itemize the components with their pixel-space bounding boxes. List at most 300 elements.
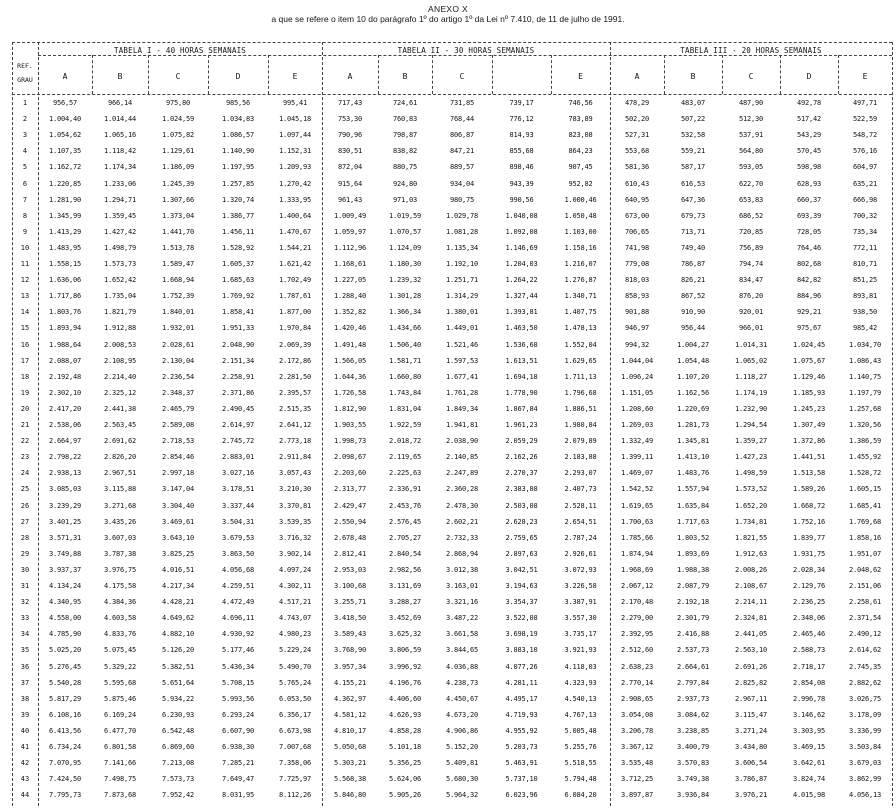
- table-cell: 3.589,43: [333, 630, 367, 639]
- table-cell: 5.624,06: [388, 775, 422, 784]
- column-header: B: [402, 72, 408, 81]
- table-cell: 946,97: [624, 324, 650, 333]
- table-cell: 2.465,79: [161, 404, 195, 413]
- table-cell: 1.112,96: [333, 243, 367, 252]
- table-cell: 1.787,61: [278, 292, 312, 301]
- table-cell: 2.225,63: [388, 469, 422, 478]
- table-cell: 971,03: [392, 195, 418, 204]
- table-cell: 532,58: [680, 131, 706, 140]
- table-cell: 3.012,38: [445, 565, 479, 574]
- table-cell: 1.463,50: [505, 324, 538, 333]
- table-cell: 4.323,93: [564, 678, 597, 687]
- table-cell: 4.384,36: [103, 598, 137, 607]
- row-grade-number: 17: [20, 356, 30, 365]
- table-cell: 1.158,16: [564, 243, 597, 252]
- table-cell: 2.214,40: [103, 372, 137, 381]
- table-cell: 3.100,68: [333, 582, 367, 590]
- table-cell: 3.957,34: [333, 662, 367, 671]
- table-cell: 5.708,15: [221, 678, 255, 687]
- table-cell: 2.478,30: [445, 501, 479, 510]
- row-grade-number: 35: [20, 646, 30, 655]
- table-cell: 889,57: [449, 163, 475, 172]
- table-cell: 867,52: [680, 292, 706, 301]
- table-cell: 3.238,85: [676, 726, 710, 735]
- table-cell: 576,16: [852, 147, 878, 156]
- table-cell: 2.348,37: [161, 388, 195, 397]
- table-cell: 8.112,26: [278, 791, 312, 800]
- table-cell: 1.528,72: [848, 469, 882, 478]
- table-cell: 2.098,67: [333, 453, 367, 462]
- row-grade-number: 30: [20, 565, 30, 574]
- table-cell: 772,11: [852, 243, 878, 252]
- table-cell: 1.307,66: [161, 195, 195, 204]
- table-cell: 2.550,94: [333, 517, 367, 526]
- table-cell: 1.294,54: [734, 421, 768, 429]
- table-cell: 3.054,08: [620, 710, 654, 719]
- table-cell: 2.490,12: [848, 630, 882, 639]
- row-grade-number: 16: [20, 340, 30, 349]
- table-cell: 2.360,28: [445, 485, 479, 494]
- table-cell: 746,56: [568, 99, 593, 107]
- table-cell: 1.251,71: [445, 276, 479, 285]
- table-cell: 517,42: [796, 115, 822, 124]
- row-grade-number: 18: [20, 372, 30, 381]
- table-cell: 3.557,30: [564, 614, 597, 623]
- row-grade-number: 6: [22, 179, 28, 188]
- row-grade-number: 8: [22, 211, 28, 220]
- table-cell: 5.964,32: [445, 791, 479, 800]
- table-cell: 1.968,69: [620, 565, 654, 574]
- table-cell: 483,07: [680, 99, 706, 107]
- table-cell: 1.769,92: [221, 292, 255, 301]
- table-cell: 7.498,75: [103, 775, 137, 784]
- table-cell: 5.993,56: [221, 694, 255, 703]
- table-cell: 4.626,93: [388, 710, 422, 719]
- table-cell: 3.115,47: [734, 710, 768, 719]
- table-cell: 1.812,90: [333, 404, 367, 413]
- table-cell: 2.614,97: [221, 421, 255, 429]
- table-cell: 1.912,63: [734, 549, 768, 558]
- table-cell: 1.821,79: [103, 308, 137, 317]
- table-cell: 4.217,34: [161, 582, 195, 590]
- table-cell: 3.716,32: [278, 533, 312, 542]
- table-cell: 2.718,17: [792, 662, 826, 671]
- table-cell: 2.059,29: [505, 437, 538, 446]
- table-cell: 3.503,84: [848, 743, 882, 751]
- table-cell: 3.539,35: [278, 517, 312, 526]
- table-cell: 1.821,55: [734, 533, 768, 542]
- table-cell: 1.034,83: [221, 115, 255, 124]
- table-cell: 1.427,23: [734, 453, 768, 462]
- table-cell: 2.270,37: [505, 469, 538, 478]
- table-cell: 2.048,90: [221, 340, 255, 349]
- table-cell: 5.595,68: [103, 678, 137, 687]
- table-cell: 2.745,72: [221, 437, 255, 446]
- table-cell: 3.057,43: [278, 469, 312, 478]
- table-cell: 660,37: [796, 195, 822, 204]
- table-cell: 1.988,38: [676, 565, 710, 574]
- table-cell: 2.247,89: [445, 469, 479, 478]
- table-cell: 2.395,57: [278, 388, 312, 397]
- ref-label: REF.: [17, 62, 33, 70]
- table-cell: 961,43: [337, 195, 363, 204]
- table-cell: 5.276,45: [48, 662, 82, 671]
- table-cell: 1.075,82: [161, 131, 195, 140]
- table-cell: 893,81: [852, 292, 878, 301]
- table-cell: 1.359,45: [103, 211, 137, 220]
- table-cell: 502,20: [624, 115, 650, 124]
- row-grade-number: 12: [20, 276, 30, 285]
- row-grade-number: 32: [20, 598, 30, 607]
- table-cell: 1.197,79: [848, 388, 882, 397]
- table-cell: 2.576,45: [388, 517, 422, 526]
- table-cell: 2.812,41: [333, 549, 367, 558]
- row-grade-number: 33: [20, 614, 30, 623]
- table-cell: 2.664,97: [48, 437, 82, 446]
- table-cell: 6.293,24: [221, 710, 255, 719]
- table-cell: 5.680,30: [445, 775, 479, 784]
- table-cell: 3.303,95: [792, 726, 826, 735]
- table-cell: 2.854,08: [792, 678, 826, 687]
- table-cell: 4.056,13: [848, 791, 882, 800]
- table-cell: 3.643,10: [161, 533, 195, 542]
- table-cell: 1.867,84: [505, 404, 538, 413]
- column-header: A: [634, 72, 640, 81]
- table-cell: 1.893,94: [48, 324, 82, 333]
- table-cell: 1.192,10: [445, 260, 479, 268]
- table-cell: 2.088,07: [48, 356, 82, 365]
- title-bottom-rule: [38, 55, 892, 56]
- table-cell: 3.976,21: [734, 791, 768, 800]
- table-cell: 2.967,11: [734, 694, 768, 703]
- table-cell: 2.236,25: [792, 598, 826, 607]
- table-cell: 1.340,71: [564, 292, 597, 301]
- table-cell: 1.197,95: [221, 163, 255, 172]
- table-cell: 2.151,34: [221, 356, 255, 365]
- table-cell: 7.795,73: [48, 791, 82, 800]
- grau-label: GRAU: [17, 76, 33, 84]
- table-cell: 1.264,22: [505, 276, 538, 285]
- table-cell: 2.108,67: [734, 582, 768, 590]
- table-cell: 994,32: [624, 340, 650, 349]
- table-cell: 1.366,34: [388, 308, 422, 317]
- table-cell: 1.009,49: [333, 211, 367, 220]
- table-cell: 741,98: [624, 243, 650, 252]
- table-cell: 5.518,55: [564, 759, 597, 768]
- table-cell: 2.691,62: [103, 437, 137, 446]
- table-cell: 2.008,53: [103, 340, 137, 349]
- table-cell: 3.996,92: [388, 662, 422, 671]
- table-cell: 587,17: [680, 163, 706, 172]
- table-cell: 2.465,46: [792, 630, 826, 639]
- table-cell: 4.077,26: [505, 662, 538, 671]
- row-grade-number: 22: [20, 437, 30, 446]
- table-cell: 1.307,49: [792, 421, 826, 429]
- row-grade-number: 13: [20, 292, 30, 301]
- table-cell: 1.220,69: [676, 404, 710, 413]
- table-cell: 478,29: [624, 99, 650, 107]
- table-cell: 1.694,18: [505, 372, 538, 381]
- row-grade-number: 2: [22, 115, 28, 124]
- row-grade-number: 15: [20, 324, 30, 333]
- table-cell: 1.186,09: [161, 163, 195, 172]
- table-cell: 4.540,13: [564, 694, 597, 703]
- table-cell: 2.281,50: [278, 372, 312, 381]
- table-cell: 1.513,78: [161, 243, 195, 252]
- table-cell: 2.897,63: [505, 549, 538, 558]
- table-cell: 3.084,62: [676, 710, 710, 719]
- table-cell: 2.563,10: [734, 646, 768, 655]
- table-cell: 3.336,99: [848, 726, 882, 735]
- table-cell: 731,85: [449, 99, 475, 107]
- table-cell: 4.362,97: [333, 694, 367, 703]
- table-cell: 1.168,61: [333, 260, 367, 268]
- table-cell: 2.840,54: [388, 549, 422, 558]
- table-cell: 1.886,51: [564, 404, 597, 413]
- row-grade-number: 21: [20, 421, 30, 429]
- table-cell: 1.029,78: [445, 211, 479, 220]
- table-cell: 2.926,61: [564, 549, 597, 558]
- table-cell: 2.512,60: [620, 646, 654, 655]
- table-cell: 3.469,15: [792, 743, 826, 751]
- table-cell: 1.858,16: [848, 533, 882, 542]
- table-cell: 3.902,14: [278, 549, 312, 558]
- table-cell: 1.644,36: [333, 372, 367, 381]
- table-cell: 673,00: [624, 211, 650, 220]
- table-title-3: TABELA III - 20 HORAS SEMANAIS: [680, 46, 822, 55]
- table-cell: 2.641,12: [278, 421, 312, 429]
- table-cell: 497,71: [852, 99, 878, 107]
- table-cell: 880,75: [392, 163, 418, 172]
- table-cell: 3.883,10: [505, 646, 538, 655]
- table-cell: 4.281,11: [505, 678, 538, 687]
- table-cell: 2.705,27: [388, 533, 422, 542]
- table-cell: 3.487,22: [445, 614, 479, 623]
- table-cell: 4.930,92: [221, 630, 255, 639]
- table-cell: 2.732,33: [445, 533, 479, 542]
- table-cell: 2.279,00: [620, 614, 654, 623]
- table-cell: 1.589,47: [161, 260, 195, 268]
- table-cell: 3.271,68: [103, 501, 137, 510]
- table-cell: 823,08: [568, 131, 593, 140]
- table-cell: 5.075,45: [103, 646, 137, 655]
- table-cell: 2.691,26: [734, 662, 768, 671]
- table-cell: 1.752,16: [792, 517, 826, 526]
- table-cell: 830,51: [337, 147, 363, 156]
- table-cell: 537,91: [738, 131, 764, 140]
- table-cell: 2.588,73: [792, 646, 826, 655]
- table-cell: 3.115,88: [103, 485, 137, 494]
- table-cell: 512,30: [738, 115, 764, 124]
- table-cell: 2.069,39: [278, 340, 312, 349]
- table-cell: 768,44: [449, 115, 475, 124]
- table-cell: 3.786,87: [734, 775, 768, 784]
- table-cell: 679,73: [680, 211, 706, 220]
- table-cell: 1.135,34: [445, 243, 479, 252]
- table-cell: 2.490,45: [221, 404, 255, 413]
- table-cell: 4.155,21: [333, 678, 367, 687]
- table-cell: 1.034,70: [848, 340, 882, 349]
- table-cell: 635,21: [852, 179, 878, 188]
- table-cell: 1.140,90: [221, 147, 255, 156]
- table-cell: 4.858,28: [388, 726, 422, 735]
- table-cell: 1.174,19: [734, 388, 768, 397]
- table-cell: 2.664,61: [676, 662, 710, 671]
- table-cell: 1.778,90: [505, 388, 538, 397]
- table-cell: 5.540,28: [48, 678, 82, 687]
- table-cell: 1.566,05: [333, 356, 367, 365]
- table-cell: 776,12: [509, 115, 534, 124]
- row-grade-number: 14: [20, 308, 30, 317]
- table-cell: 5.651,64: [161, 678, 195, 687]
- table-cell: 717,43: [337, 99, 363, 107]
- table-cell: 3.239,29: [48, 501, 82, 510]
- table-cell: 1.097,44: [278, 131, 312, 140]
- table-cell: 2.324,81: [734, 614, 768, 623]
- table-cell: 1.478,13: [564, 324, 597, 333]
- table-cell: 980,75: [449, 195, 475, 204]
- table-cell: 2.140,85: [445, 453, 479, 462]
- table-cell: 1.544,21: [278, 243, 312, 252]
- table-cell: 543,29: [796, 131, 822, 140]
- table-cell: 1.174,34: [103, 163, 137, 172]
- table-cell: 1.998,73: [333, 437, 367, 446]
- row-grade-number: 42: [20, 759, 30, 768]
- table-cell: 2.038,90: [445, 437, 479, 446]
- table-cell: 756,89: [738, 243, 764, 252]
- table-cell: 3.825,25: [161, 549, 195, 558]
- table-cell: 4.906,86: [445, 726, 479, 735]
- table-cell: 1.386,59: [848, 437, 882, 446]
- table-cell: 1.216,07: [564, 260, 597, 268]
- table-cell: 2.996,78: [792, 694, 826, 703]
- table-cell: 1.613,51: [505, 356, 538, 365]
- table-cell: 647,36: [680, 195, 706, 204]
- row-grade-number: 34: [20, 630, 30, 639]
- table-cell: 1.677,41: [445, 372, 479, 381]
- row-grade-number: 23: [20, 453, 30, 462]
- table-cell: 4.882,10: [161, 630, 195, 639]
- table-cell: 1.427,42: [103, 227, 137, 236]
- table-cell: 5.737,10: [505, 775, 538, 784]
- table-cell: 6.230,93: [161, 710, 195, 719]
- table-cell: 4.118,03: [564, 662, 597, 671]
- table-cell: 798,87: [392, 131, 418, 140]
- table-cell: 5.846,80: [333, 791, 367, 800]
- table-cell: 7.070,95: [48, 759, 82, 768]
- row-grade-number: 37: [20, 678, 30, 687]
- table-cell: 3.607,03: [103, 533, 137, 542]
- column-header: C: [459, 72, 465, 81]
- table-cell: 966,14: [107, 99, 133, 107]
- table-title-2: TABELA II - 30 HORAS SEMANAIS: [397, 46, 535, 55]
- table-cell: 2.678,48: [333, 533, 367, 542]
- table-cell: 5.490,70: [278, 662, 312, 671]
- table-cell: 548,72: [852, 131, 878, 140]
- table-cell: 1.281,90: [48, 195, 82, 204]
- table-cell: 2.563,45: [103, 421, 137, 429]
- table-cell: 1.951,07: [848, 549, 882, 558]
- table-cell: 1.839,77: [792, 533, 826, 542]
- table-cell: 3.735,17: [564, 630, 597, 639]
- table-cell: 7.358,06: [278, 759, 312, 768]
- table-cell: 2.087,79: [676, 582, 710, 590]
- table-cell: 934,04: [449, 179, 475, 188]
- table-cell: 4.472,49: [221, 598, 255, 607]
- table-cell: 847,21: [449, 147, 475, 156]
- table-cell: 3.571,31: [48, 533, 82, 542]
- table-cell: 810,71: [852, 260, 878, 268]
- table-cell: 1.140,75: [848, 372, 882, 381]
- table-cell: 4.603,58: [103, 614, 137, 623]
- table-cell: 851,25: [852, 276, 878, 285]
- table-cell: 2.773,18: [278, 437, 312, 446]
- table-cell: 4.673,20: [445, 710, 479, 719]
- table-cell: 507,22: [680, 115, 706, 124]
- table-cell: 838,82: [392, 147, 418, 156]
- table-cell: 598,98: [796, 163, 822, 172]
- table-cell: 2.908,65: [620, 694, 654, 703]
- table-cell: 1.269,03: [620, 421, 654, 429]
- table-cell: 1.301,28: [388, 292, 422, 301]
- table-cell: 1.332,49: [620, 437, 654, 446]
- table-cell: 2.937,73: [676, 694, 710, 703]
- table-cell: 3.434,80: [734, 743, 768, 751]
- table-cell: 1.893,69: [676, 549, 710, 558]
- table-cell: 4.581,12: [333, 710, 367, 719]
- table-cell: 1.281,73: [676, 421, 710, 429]
- table-cell: 5.436,34: [221, 662, 255, 671]
- table-cell: 1.803,52: [676, 533, 710, 542]
- table-cell: 3.401,25: [48, 517, 82, 526]
- table-cell: 1.573,52: [734, 485, 768, 494]
- table-cell: 1.314,29: [445, 292, 479, 301]
- table-cell: 1.652,42: [103, 276, 137, 285]
- table-cell: 2.718,53: [161, 437, 195, 446]
- table-cell: 5.934,22: [161, 694, 195, 703]
- table-cell: 6.607,90: [221, 726, 255, 735]
- table-cell: 3.522,08: [505, 614, 538, 623]
- table-cell: 2.214,11: [734, 598, 768, 607]
- table-cell: 1.685,63: [221, 276, 255, 285]
- table-cell: 1.469,07: [620, 469, 654, 478]
- table-cell: 7.725,97: [278, 775, 312, 784]
- table-cell: 1.333,95: [278, 195, 312, 204]
- table-cell: 1.232,90: [734, 404, 768, 413]
- table-cell: 5.329,22: [103, 662, 137, 671]
- table-cell: 3.897,87: [620, 791, 654, 800]
- column-header: B: [117, 72, 123, 81]
- row-grade-number: 10: [20, 243, 30, 252]
- table-cell: 3.787,38: [103, 549, 137, 558]
- table-cell: 814,93: [509, 131, 534, 140]
- table-cell: 2.067,12: [620, 582, 654, 590]
- table-cell: 1.635,84: [676, 501, 710, 510]
- table-cell: 749,40: [680, 243, 706, 252]
- table-cell: 1.065,16: [103, 131, 137, 140]
- table-cell: 1.449,01: [445, 324, 479, 333]
- table-cell: 706,65: [624, 227, 650, 236]
- table-cell: 693,39: [796, 211, 822, 220]
- table-cell: 842,82: [796, 276, 822, 285]
- table-cell: 6.413,56: [48, 726, 82, 735]
- table-cell: 1.542,52: [620, 485, 654, 494]
- table-cell: 966,01: [738, 324, 764, 333]
- table-cell: 876,20: [738, 292, 764, 301]
- table-cell: 3.321,16: [445, 598, 479, 607]
- table-cell: 4.649,62: [161, 614, 195, 623]
- table-cell: 2.130,04: [161, 356, 195, 365]
